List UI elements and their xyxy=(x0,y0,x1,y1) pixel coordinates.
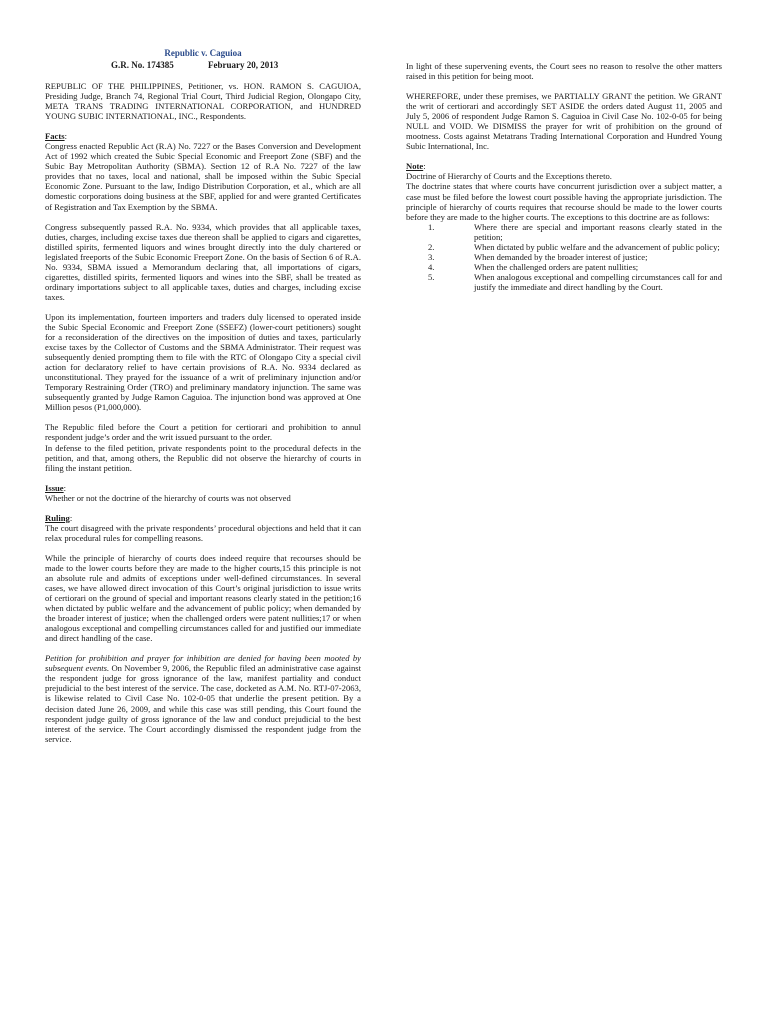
list-item-number: 3. xyxy=(428,251,435,262)
list-item-number: 4. xyxy=(428,261,435,272)
gr-number: G.R. No. 174385 xyxy=(111,60,174,70)
note-title: Doctrine of Hierarchy of Courts and the Exceptions thereto. xyxy=(406,171,612,182)
case-title-link[interactable]: Republic v. Caguioa xyxy=(164,48,242,58)
list-item xyxy=(406,242,722,252)
list-item-text: When analogous exceptional and compelling circumstances call for and justify the immediate and direct handling by the Court. xyxy=(474,271,722,292)
ruling-heading: Ruling xyxy=(45,512,70,523)
right-column xyxy=(406,61,722,292)
list-item-text: When the challenged orders are patent nullities; xyxy=(474,261,639,272)
note-text: The doctrine states that where courts have concurrent jurisdiction over a subject matter, a case must be filed before the lowest court possible having the appropriate jurisdiction. The principle of hierarchy of courts requires that recourse should be made to the lower courts before they are made to the higher courts. The exceptions to this doctrine are as follows: xyxy=(406,181,722,222)
case-title[interactable] xyxy=(45,47,361,59)
list-item xyxy=(406,272,722,292)
facts-paragraph-2: Congress subsequently passed R.A. No. 9334, which provides that all applicable taxes, duties, charges, including excise taxes due thereon shall be applied to cigars and cigarettes, distilled spirits, fermented liquors and wines brought directly into the duly chartered or legislated freeports of the Subic Economic Freeport Zone. On the basis of Section 6 of R.A. No. 9334, SBMA issued a Memorandum declaring that, all importations of cigars, cigarettes, distilled spirits, fermented liquors and wines into the SBF, shall be treated as ordinary importations subject to all applicable taxes, duties and charges, including excise taxes. xyxy=(45,221,361,302)
facts-heading-line: Facts: xyxy=(45,131,67,142)
facts-paragraph-1: Congress enacted Republic Act (R.A) No. 7227 or the Bases Conversion and Development Act of 1992 which created the Subic Special Economic and Freeport Zone (SBF) and the Subic Bay Metropolitan Authority (SBMA). Section 12 of R.A No. 7227 of the law provides that no taxes, local and national, shall be imposed within the Subic Special Economic Zone. Pursuant to the law, Indigo Distribution Corporation, et al., which are all domestic corporations doing business at the SBF, applied for and were granted Certificates of Registration and Tax Exemption by the SBMA. xyxy=(45,141,361,212)
ruling-paragraph-2: While the principle of hierarchy of courts does indeed require that recourses should be made to the lower courts before they are made to the higher courts,15 this principle is not an absolute rule and admits of exceptions under well-defined circumstances. In several cases, we have allowed direct invocation of this Court’s original jurisdiction to issue writs of certiorari on the ground of special and important reasons clearly stated in the petition;16 when dictated by public welfare and the advancement of public policy; when demanded by the broader interest of justice; when the challenged orders were patent nullities;17 or when analogous exceptional and compelling circumstances called for and justified our immediate and direct handling of the case. xyxy=(45,552,361,644)
list-item xyxy=(406,252,722,262)
ruling-paragraph-3 xyxy=(45,653,361,743)
left-column xyxy=(45,47,361,744)
ruling-paragraph-3-rest: On November 9, 2006, the Republic filed an administrative case against the respondent judge for gross ignorance of the law, manifest partiality and conduct prejudicial to the best interest of the service. The case, docketed as A.M. No. RTJ-07-2063, is likewise related to Civil Case No. 102-0-05 that underlie the present petition. By a decision dated June 26, 2009, and while this case was still pending, this Court found the respondent judge guilty of gross ignorance of the law and conduct prejudicial to the best interest of the service. The Court accordingly dismissed the respondent judge from the service. xyxy=(45,663,361,744)
decision-date: February 20, 2013 xyxy=(208,60,279,70)
facts-paragraph-4a: The Republic filed before the Court a petition for certiorari and prohibition to annul respondent judge’s order and the writ issued pursuant to the order. xyxy=(45,422,361,443)
ruling-heading-line: Ruling: xyxy=(45,512,73,523)
list-item-text: When dictated by public welfare and the advancement of public policy; xyxy=(474,241,720,252)
list-item-text: Where there are special and important reasons clearly stated in the petition; xyxy=(474,221,722,242)
list-item-number: 5. xyxy=(428,271,435,282)
note-heading-line: Note: xyxy=(406,161,426,172)
list-item-number: 1. xyxy=(428,221,435,232)
right-paragraph-1: In light of these supervening events, the Court sees no reason to resolve the other matters raised in this petition for being moot. xyxy=(406,61,722,82)
note-heading: Note xyxy=(406,161,424,172)
issue-heading: Issue xyxy=(45,482,64,493)
list-item-number: 2. xyxy=(428,241,435,252)
ruling-paragraph-1: The court disagreed with the private respondents’ procedural objections and held that it can relax procedural rules for compelling reasons. xyxy=(45,522,361,543)
list-item xyxy=(406,222,722,242)
parties-paragraph: REPUBLIC OF THE PHILIPPINES, Petitioner, vs. HON. RAMON S. CAGUIOA, Presiding Judge, Branch 74, Regional Trial Court, Third Judicial Region, Olongapo City, META TRANS TRADING INTERNATIONAL CORPORATION, and HUNDRED YOUNG SUBIC INTERNATIONAL, INC., Respondents. xyxy=(45,81,361,122)
exceptions-list xyxy=(406,222,722,292)
ruling-paragraph-3-italic: Petition for prohibition and prayer for inhibition are denied for having been mooted by subsequent events. xyxy=(45,653,361,674)
list-item xyxy=(406,262,722,272)
list-item-text: When demanded by the broader interest of justice; xyxy=(474,251,648,262)
case-citation xyxy=(111,59,361,71)
facts-paragraph-4b: In defense to the filed petition, private respondents point to the procedural defects in the petition, and that, among others, the Republic did not observe the hierarchy of courts in filing the instant petition. xyxy=(45,442,361,473)
issue-text: Whether or not the doctrine of the hierarchy of courts was not observed xyxy=(45,492,291,503)
facts-heading: Facts xyxy=(45,131,65,142)
dispositive-paragraph: WHEREFORE, under these premises, we PARTIALLY GRANT the petition. We GRANT the writ of certiorari and accordingly SET ASIDE the orders dated August 11, 2005 and July 5, 2006 of respondent Judge Ramon S. Caguioa in Civil Case No. 102-0-05 for being NULL and VOID. We DISMISS the prayer for writ of prohibition on the ground of mootness. Costs against Metatrans Trading International Corporation and Hundred Young Subic International, Inc. xyxy=(406,91,722,152)
issue-heading-line: Issue: xyxy=(45,482,67,493)
facts-paragraph-3: Upon its implementation, fourteen importers and traders duly licensed to operated inside the Subic Special Economic and Freeport Zone (SSEFZ) (lower-court petitioners) sought for a reconsideration of the directives on the imposition of duties and taxes, particularly excise taxes by the Collector of Customs and the SBMA Administrator. Their request was subsequently denied prompting them to file with the RTC of Olongapo City a special civil action for declaratory relief to have certain provisions of R.A. No. 9334 declared as unconstitutional. They prayed for the issuance of a writ of preliminary injunction and/or Temporary Restraining Order (TRO) and preliminary mandatory injunction. The same was subsequently granted by Judge Ramon Caguioa. The injunction bond was approved at One Million pesos (P1,000,000). xyxy=(45,311,361,413)
